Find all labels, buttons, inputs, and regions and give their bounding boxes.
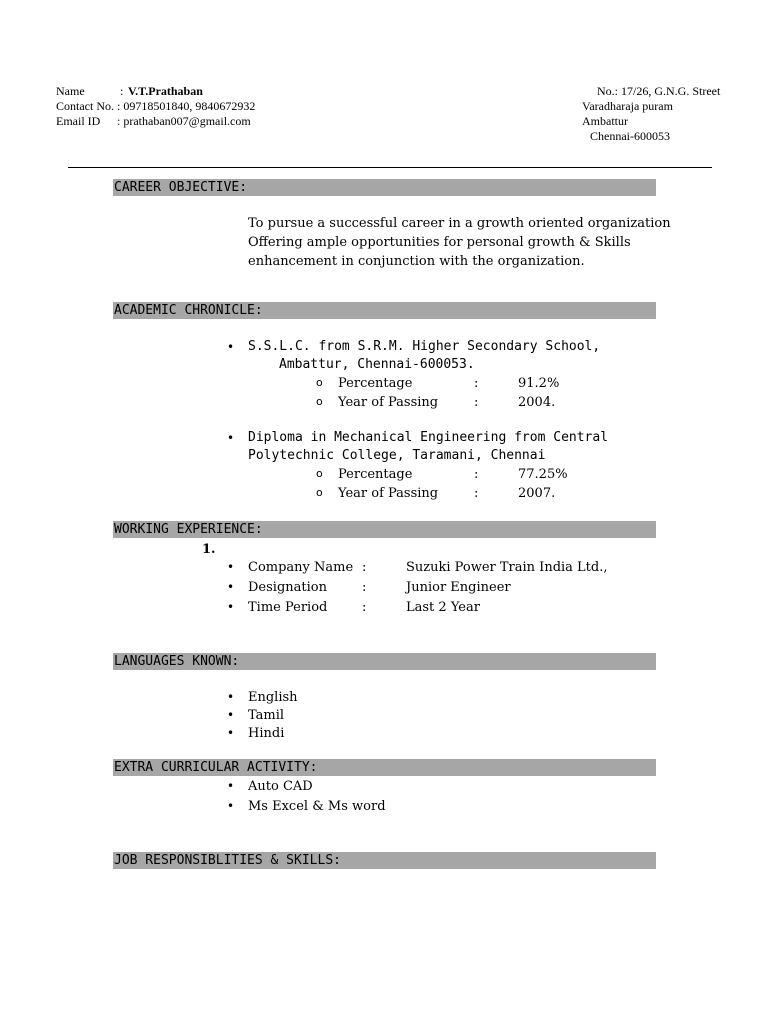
diploma-line-2: Polytechnic College, Taramani, Chennai — [248, 448, 546, 463]
language-tamil: Tamil — [248, 708, 285, 723]
address-line-4: Chennai-600053 — [590, 129, 670, 143]
sslc-line-1: S.S.L.C. from S.R.M. Higher Secondary School, — [248, 339, 601, 354]
academic-heading: ACADEMIC CHRONICLE: — [113, 302, 656, 319]
activity-autocad: Auto CAD — [248, 779, 313, 794]
languages-heading: LANGUAGES KNOWN: — [113, 653, 656, 670]
work-number: 1. — [202, 542, 216, 557]
designation-sep: : — [362, 580, 367, 595]
contact-label: Contact No. — [56, 99, 114, 113]
address-line-2: Varadharaja puram — [582, 99, 673, 113]
language-hindi: Hindi — [248, 726, 285, 741]
diploma-percentage-label: Percentage — [338, 467, 413, 482]
diploma-year-value: 2007. — [518, 486, 556, 501]
activity-ms-office: Ms Excel & Ms word — [248, 799, 386, 814]
career-line-1: To pursue a successful career in a growth oriented organization — [248, 216, 671, 231]
time-period-value: Last 2 Year — [406, 600, 480, 615]
bullet-dot: • — [227, 708, 235, 722]
job-responsibilities-heading: JOB RESPONSIBLITIES & SKILLS: — [113, 852, 656, 869]
header-divider — [68, 167, 712, 168]
sslc-percentage-label: Percentage — [338, 376, 413, 391]
email-value: : prathaban007@gmail.com — [117, 114, 251, 128]
diploma-year-label: Year of Passing — [338, 486, 439, 501]
sub-bullet: o — [316, 376, 323, 389]
bullet-dot: • — [227, 600, 235, 614]
sub-bullet: o — [316, 395, 323, 408]
diploma-percentage-value: 77.25% — [518, 467, 568, 482]
career-line-3: enhancement in conjunction with the organization. — [248, 254, 585, 269]
name-separator: : — [120, 84, 124, 98]
name-label: Name — [56, 84, 85, 98]
sslc-year-label: Year of Passing — [338, 395, 439, 410]
designation-label: Designation — [248, 580, 327, 595]
bullet-dot: • — [227, 340, 235, 354]
sslc-year-value: 2004. — [518, 395, 556, 410]
sslc-percentage-value: 91.2% — [518, 376, 560, 391]
time-period-sep: : — [362, 600, 367, 615]
company-sep: : — [362, 560, 367, 575]
bullet-dot: • — [227, 726, 235, 740]
career-objective-heading: CAREER OBJECTIVE: — [113, 179, 656, 196]
career-line-2: Offering ample opportunities for personal growth & Skills — [248, 235, 631, 250]
diploma-percentage-sep: : — [474, 467, 479, 482]
bullet-dot: • — [227, 799, 235, 813]
sslc-percentage-sep: : — [474, 376, 479, 391]
company-value: Suzuki Power Train India Ltd., — [406, 560, 608, 575]
designation-value: Junior Engineer — [406, 580, 511, 595]
diploma-year-sep: : — [474, 486, 479, 501]
bullet-dot: • — [227, 779, 235, 793]
address-line-3: Ambattur — [582, 114, 628, 128]
contact-value: : 09718501840, 9840672932 — [117, 99, 256, 113]
sslc-line-2: Ambattur, Chennai-600053. — [279, 357, 475, 372]
sslc-year-sep: : — [474, 395, 479, 410]
bullet-dot: • — [227, 431, 235, 445]
sub-bullet: o — [316, 486, 323, 499]
bullet-dot: • — [227, 560, 235, 574]
language-english: English — [248, 690, 298, 705]
time-period-label: Time Period — [248, 600, 328, 615]
bullet-dot: • — [227, 580, 235, 594]
company-label: Company Name — [248, 560, 354, 575]
candidate-name: V.T.Prathaban — [128, 84, 203, 98]
email-label: Email ID — [56, 114, 101, 128]
bullet-dot: • — [227, 690, 235, 704]
extra-curricular-heading: EXTRA CURRICULAR ACTIVITY: — [113, 759, 656, 776]
address-line-1: No.: 17/26, G.N.G. Street — [597, 84, 721, 98]
diploma-line-1: Diploma in Mechanical Engineering from Central — [248, 430, 609, 445]
work-heading: WORKING EXPERIENCE: — [113, 521, 656, 538]
sub-bullet: o — [316, 467, 323, 480]
